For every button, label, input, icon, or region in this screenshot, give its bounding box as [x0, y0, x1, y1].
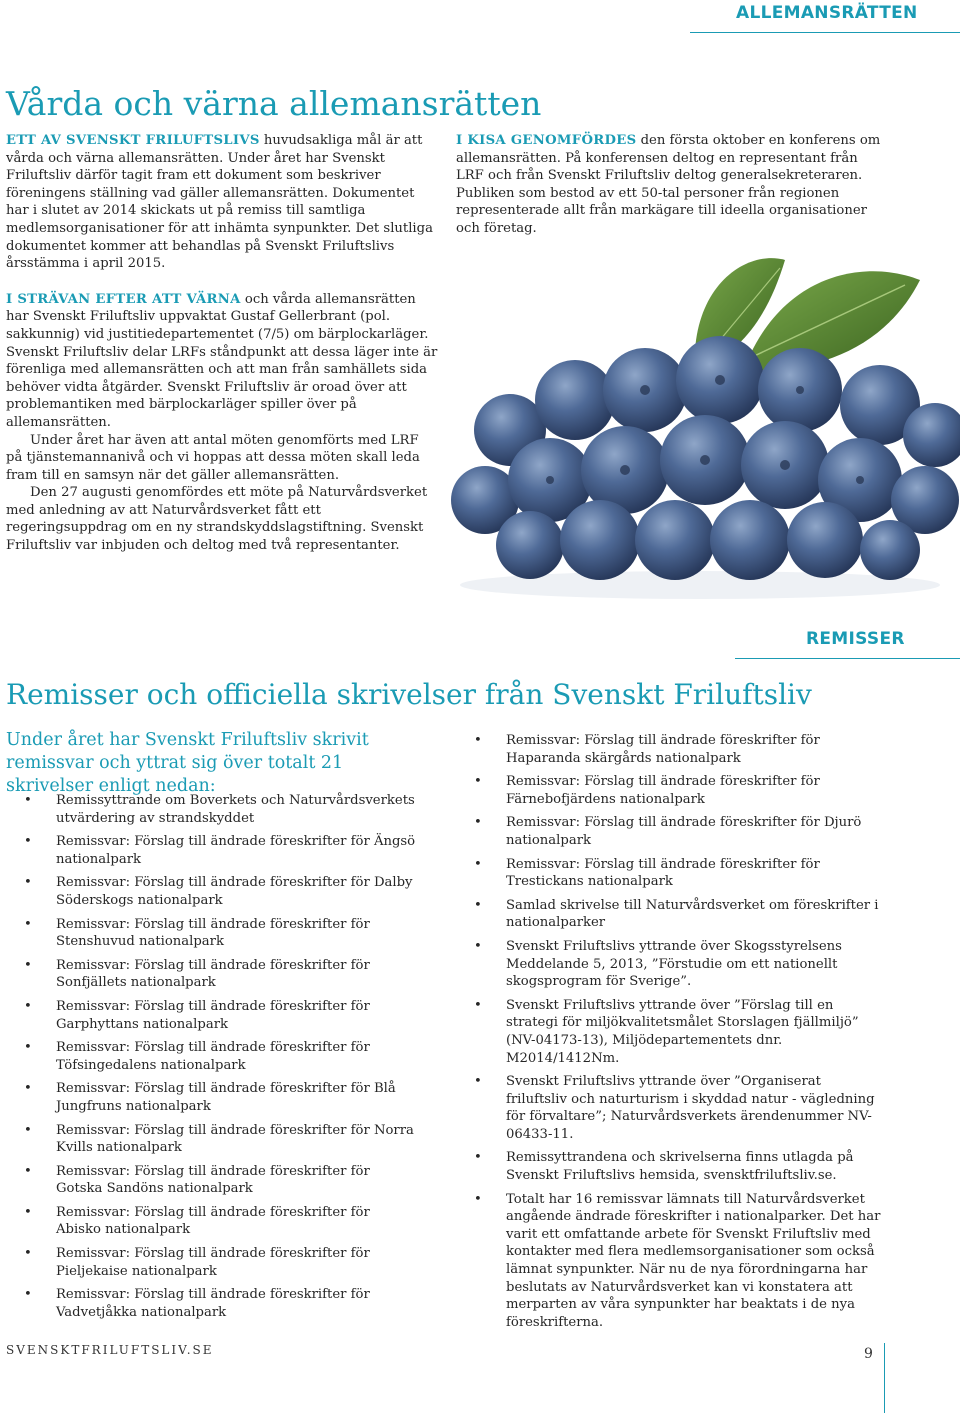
list-item: • Remissvar: Förslag till ändrade föreskrifter för Töfsingedalens nationalpark — [6, 1039, 418, 1074]
remisser-tag-rule — [735, 658, 960, 659]
list-item: • Remissvar: Förslag till ändrade föreskrifter för Stenshuvud nationalpark — [6, 916, 418, 951]
list-item: • Remissvar: Förslag till ändrade föreskrifter för Vadvetjåkka nationalpark — [6, 1286, 418, 1321]
top-tag-rule — [690, 32, 960, 33]
list-item: • Remissvar: Förslag till ändrade föreskrifter för Färnebofjärdens nationalpark — [456, 773, 886, 808]
list-item: • Remissvar: Förslag till ändrade föreskrifter för Norra Kvills nationalpark — [6, 1122, 418, 1157]
list-item: • Samlad skrivelse till Naturvårdsverket om föreskrifter i nationalparker — [456, 897, 886, 932]
list-item: • Svenskt Friluftslivs yttrande över Skogsstyrelsens Meddelande 5, 2013, ”Förstudie om ett nationellt skogsprogram för Sverige”. — [456, 938, 886, 991]
list-item: • Remissvar: Förslag till ändrade föreskrifter för Ängsö nationalpark — [6, 833, 418, 868]
blueberries-photo — [450, 240, 960, 600]
remisser-list-right — [456, 732, 886, 1337]
list-item: • Remissyttrande om Boverkets och Naturvårdsverkets utvärdering av strandskyddet — [6, 792, 418, 827]
list-item: • Remissvar: Förslag till ändrade föreskrifter för Pieljekaise nationalpark — [6, 1245, 418, 1280]
paragraph-kisa-lead: I KISA GENOMFÖRDES — [456, 133, 637, 148]
paragraph-1-text: huvudsakliga mål är att vårda och värna allemansrätten. Under året har Svenskt Friluftsliv därför tagit fram ett dokument som beskriver föreningens ställning vad gäller allemansrätten. Dokumentet har i slutet av 2014 skickats ut på remiss till samtliga medlemsorganisationer för att inhämta synpunkter. Det slutliga dokumentet kommer att behandlas på Svenskt Friluftslivs årsstämma i april 2015. — [6, 133, 433, 272]
footer-divider — [884, 1343, 885, 1413]
list-item: • Remissvar: Förslag till ändrade föreskrifter för Haparanda skärgårds nationalpark — [456, 732, 886, 767]
left-column — [6, 132, 438, 555]
paragraph-3: Under året har även att antal möten genomförts med LRF på tjänstemannanivå och vi hoppas att dessa möten skall leda fram till en samsyn när det gäller allemansrätten. — [6, 432, 420, 483]
paragraph-2-lead: I STRÄVAN EFTER ATT VÄRNA — [6, 291, 241, 307]
paragraph-1-lead: ETT AV SVENSKT FRILUFTSLIVS — [6, 133, 260, 148]
remisser-intro: Under året har Svenskt Friluftsliv skrivit remissvar och yttrat sig över totalt 21 skrivelser enligt nedan: — [6, 730, 369, 796]
paragraph-4: Den 27 augusti genomfördes ett möte på Naturvårdsverket med anledning av att Naturvårdsverket fått ett regeringsuppdrag om en ny strandskyddslagstiftning. Svenskt Friluftsliv var inbjuden och deltog med två representanter. — [6, 485, 428, 554]
list-item: • Remissyttrandena och skrivelserna finns utlagda på Svenskt Friluftslivs hemsida, svensktfriluftsliv.se. — [456, 1149, 886, 1184]
list-item: • Remissvar: Förslag till ändrade föreskrifter för Dalby Söderskogs nationalpark — [6, 874, 418, 909]
list-item: • Remissvar: Förslag till ändrade föreskrifter för Djurö nationalpark — [456, 814, 886, 849]
paragraph-2-text: och vårda allemansrätten har Svenskt Friluftsliv uppvaktat Gustaf Gellerbrant (pol. sakkunnig) vid justitiedepartementet (7/5) om bärplockarläger. Svenskt Friluftsliv delar LRFs ståndpunkt att dessa läger inte är förenliga med allemansrätten och att man från samhällets sida behöver vidta åtgärder. Svenskt Friluftsliv är oroad över att problemantiken med bärplockarläger spiller över på allemansrätten. — [6, 291, 438, 430]
remisser-title: Remisser och officiella skrivelser från Svenskt Friluftsliv — [6, 678, 812, 711]
paragraph-1 — [6, 132, 438, 273]
section-tag-allemansratten: ALLEMANSRÄTTEN — [736, 3, 918, 23]
remisser-list-left — [6, 792, 418, 1327]
section-tag-remisser: REMISSER — [806, 629, 905, 649]
list-item: • Remissvar: Förslag till ändrade föreskrifter för Garphyttans nationalpark — [6, 998, 418, 1033]
list-item: • Svenskt Friluftslivs yttrande över ”Förslag till en strategi för miljökvalitetsmålet Storslagen fjällmiljö” (NV-04173-13), Miljödepartementets dnr. M2014/1412Nm. — [456, 997, 886, 1067]
paragraph-kisa — [456, 132, 884, 238]
right-column — [456, 132, 884, 238]
list-item: • Remissvar: Förslag till ändrade föreskrifter för Gotska Sandöns nationalpark — [6, 1163, 418, 1198]
paragraph-2 — [6, 291, 438, 432]
paragraph-kisa-text: den första oktober en konferens om allemansrätten. På konferensen deltog en representant från LRF och från Svenskt Friluftsliv deltog generalsekreteraren. Publiken som bestod av ett 50-tal personer från regionen representerade allt från markägare till ideella organisationer och företag. — [456, 133, 881, 236]
footer-site: SVENSKTFRILUFTSLIV.SE — [6, 1343, 214, 1357]
list-item: • Svenskt Friluftslivs yttrande över ”Organiserat friluftsliv och naturturism i skyddad natur - vägledning för förvaltare”; Naturvårdsverkets ärendenummer NV-06433-11. — [456, 1073, 886, 1143]
list-item: • Totalt har 16 remissvar lämnats till Naturvårdsverket angående ändrade föreskrifter i nationalparker. Det har varit ett omfattande arbete för Svenskt Friluftsliv med kontakter med flera medlemsorganisationer som också lämnat synpunkter. När nu de nya förordningarna har beslutats av Naturvårdsverket kan vi konstatera att merparten av våra synpunkter har beaktats i de nya föreskrifterna. — [456, 1191, 886, 1332]
list-item: • Remissvar: Förslag till ändrade föreskrifter för Trestickans nationalpark — [456, 856, 886, 891]
page-title: Vårda och värna allemansrätten — [6, 84, 542, 123]
list-item: • Remissvar: Förslag till ändrade föreskrifter för Sonfjällets nationalpark — [6, 957, 418, 992]
page-number: 9 — [864, 1346, 873, 1362]
list-item: • Remissvar: Förslag till ändrade föreskrifter för Abisko nationalpark — [6, 1204, 418, 1239]
list-item: • Remissvar: Förslag till ändrade föreskrifter för Blå Jungfruns nationalpark — [6, 1080, 418, 1115]
